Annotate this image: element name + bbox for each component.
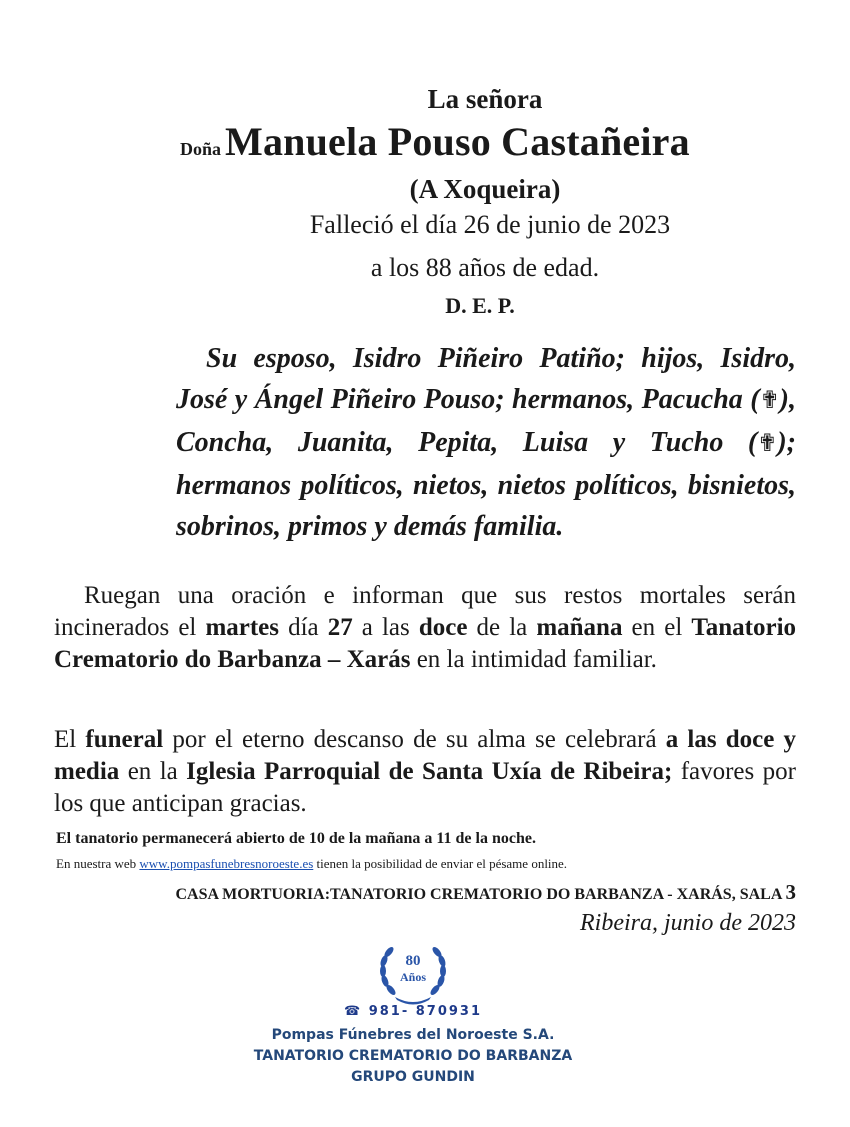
rest-in-peace: D. E. P. — [445, 293, 515, 318]
casa-mortuoria-label: CASA MORTUORIA:TANATORIO CREMATORIO DO BARBANZA - XARÁS, SALA — [175, 886, 786, 903]
honorific: Doña — [180, 139, 222, 159]
funeral-text: por el eterno descanso de su alma se celebrará — [163, 726, 666, 753]
place-date: Ribeira, junio de 2023 — [580, 910, 796, 936]
family-text-2: ), Concha, Juanita, Pepita, Luisa y Tucho ( — [176, 384, 796, 458]
casa-mortuoria — [175, 880, 796, 905]
anniversary-logo — [373, 935, 453, 1010]
web-note-prefix: En nuestra web — [56, 856, 140, 871]
company-name: Pompas Fúnebres del Noroeste S.A. — [271, 1027, 555, 1043]
family-paragraph — [176, 338, 796, 547]
funeral-paragraph — [54, 724, 796, 820]
funeral-word: funeral — [85, 726, 164, 753]
salutation: La señora — [427, 84, 543, 114]
death-date: Falleció el día 26 de junio de 2023 — [309, 210, 671, 239]
cremation-text: en la intimidad familiar. — [410, 646, 657, 673]
funeral-time: a las doce y media — [54, 726, 797, 785]
deceased-name: Manuela Pouso Castañeira — [225, 119, 690, 164]
family-text-3: ); hermanos políticos, nietos, nietos políticos, bisnietos, sobrinos, primos y demás familia. — [176, 427, 796, 542]
age-at-death: a los 88 años de edad. — [370, 253, 600, 282]
cremation-venue: Tanatorio Crematorio do Barbanza – Xarás — [54, 614, 797, 673]
logo-word: Años — [399, 970, 427, 984]
cremation-text: Ruegan una oración e informan que sus restos mortales serán incinerados el — [54, 582, 796, 641]
phone-line — [0, 1004, 826, 1019]
cremation-date: 27 — [327, 614, 353, 641]
funeral-church: Iglesia Parroquial de Santa Uxía de Ribeira; — [186, 758, 673, 785]
tanatorio-hours: El tanatorio permanecerá abierto de 10 de la mañana a 11 de la noche. — [56, 830, 536, 847]
deceased-name-line — [180, 118, 800, 165]
sala-number: 3 — [785, 880, 796, 904]
logo-number: 80 — [405, 953, 421, 969]
cremation-text: en el — [622, 614, 692, 641]
cremation-text: a las — [352, 614, 419, 641]
funeral-text: favores por los que anticipan gracias. — [54, 758, 796, 817]
cremation-text: de la — [467, 614, 537, 641]
funeral-text: El — [54, 726, 86, 753]
telephone-icon: ☎ — [343, 1004, 363, 1019]
cremation-day: martes — [205, 614, 280, 641]
cremation-hour: doce — [418, 614, 468, 641]
funeral-text: en la — [119, 758, 187, 785]
cross-icon: ✟ — [757, 431, 778, 457]
facility-name: TANATORIO CREMATORIO DO BARBANZA — [253, 1048, 573, 1064]
cremation-period: mañana — [536, 614, 623, 641]
web-condolence-note — [56, 856, 567, 872]
phone-number: 981- 870931 — [368, 1004, 483, 1019]
cross-icon: ✟ — [759, 388, 780, 414]
group-name: GRUPO GUNDIN — [351, 1069, 475, 1085]
website-link[interactable]: www.pompasfunebresnoroeste.es — [139, 856, 314, 871]
nickname: (A Xoqueira) — [409, 174, 561, 204]
cremation-text: día — [279, 614, 328, 641]
web-note-suffix: tienen la posibilidad de enviar el pésame online. — [313, 856, 568, 871]
family-text-1: Su esposo, Isidro Piñeiro Patiño; hijos, Isidro, José y Ángel Piñeiro Pouso; hermanos, Pacucha ( — [176, 343, 796, 415]
cremation-paragraph — [54, 580, 796, 676]
